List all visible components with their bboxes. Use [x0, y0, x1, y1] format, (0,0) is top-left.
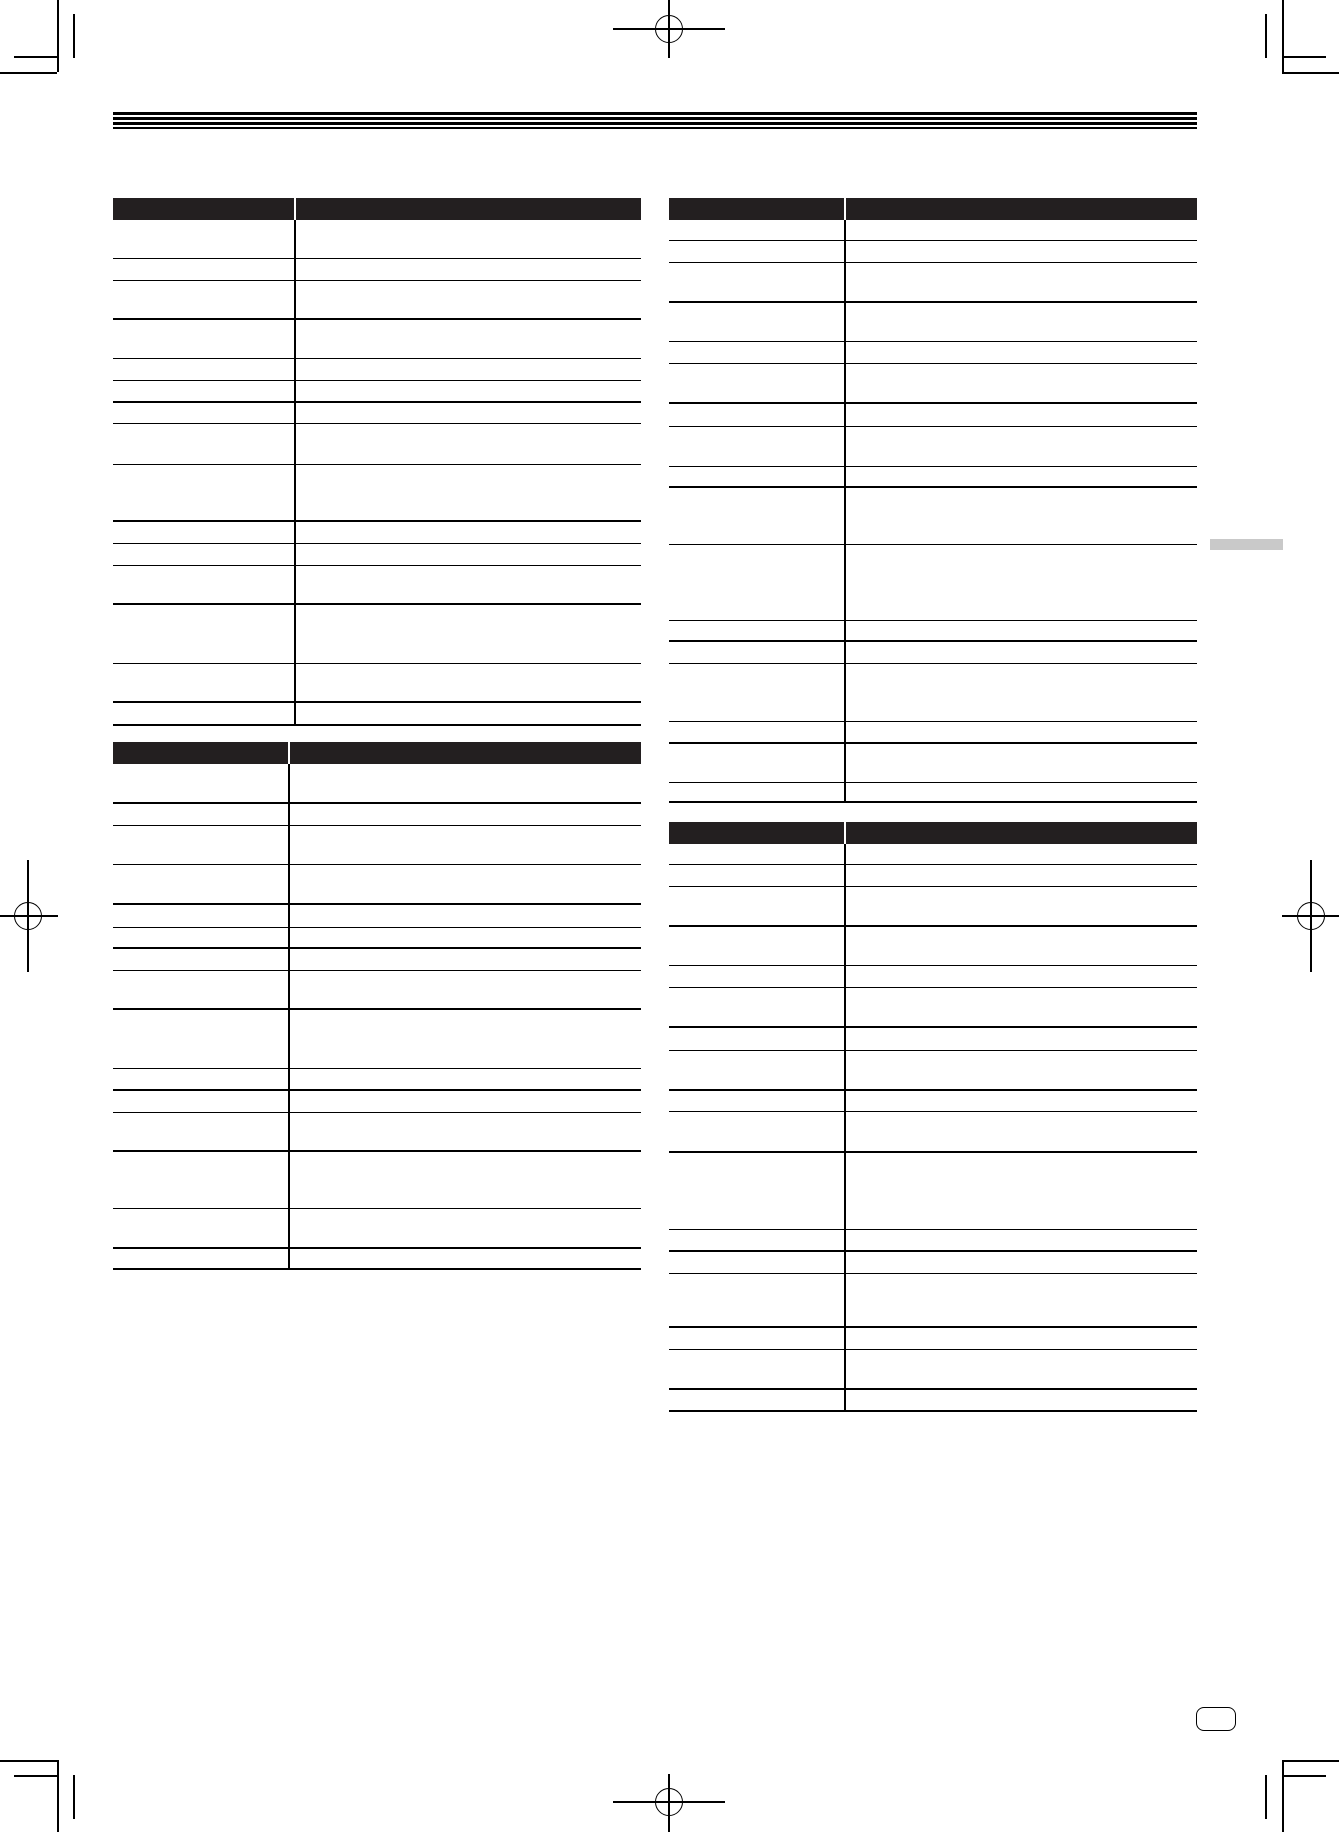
row-value-cell: [296, 423, 641, 464]
row-value-cell: [290, 904, 641, 927]
row-value-cell: [846, 782, 1197, 802]
row-value-cell: [846, 926, 1197, 965]
row-value-cell: [296, 702, 641, 725]
table-header: [669, 822, 1197, 844]
row-label-cell: [113, 258, 294, 280]
row-label-cell: [669, 782, 844, 802]
row-value-cell: [846, 466, 1197, 487]
table-row: [669, 886, 1197, 926]
table-row: [113, 927, 641, 948]
row-label-cell: [113, 904, 288, 927]
table-row: [669, 987, 1197, 1027]
column-header: [669, 198, 844, 220]
row-value-cell: [846, 403, 1197, 426]
table-row: [669, 240, 1197, 262]
row-value-cell: [296, 280, 641, 319]
table-row: [113, 1151, 641, 1208]
table-row: [669, 844, 1197, 864]
page-number-badge: [1196, 1707, 1236, 1731]
row-value-cell: [846, 262, 1197, 302]
row-value-cell: [846, 1349, 1197, 1389]
row-label-cell: [669, 363, 844, 403]
row-label-cell: [113, 702, 294, 725]
table-row: [669, 220, 1197, 240]
row-label-cell: [669, 743, 844, 782]
table-row: [669, 1050, 1197, 1090]
row-label-cell: [669, 864, 844, 886]
row-value-cell: [290, 864, 641, 904]
table-row: [669, 641, 1197, 663]
row-label-cell: [113, 1208, 288, 1248]
table-row: [113, 220, 641, 258]
row-divider: [113, 724, 641, 726]
row-value-cell: [290, 1009, 641, 1068]
table-row: [669, 743, 1197, 782]
table-row: [113, 604, 641, 663]
row-value-cell: [296, 220, 641, 258]
row-label-cell: [113, 423, 294, 464]
row-label-cell: [669, 341, 844, 363]
row-value-cell: [296, 543, 641, 565]
row-value-cell: [296, 358, 641, 380]
table-row: [669, 864, 1197, 886]
table-row: [113, 258, 641, 280]
row-label-cell: [669, 240, 844, 262]
row-label-cell: [669, 1251, 844, 1273]
table-row: [113, 702, 641, 725]
table-row: [669, 1349, 1197, 1389]
row-label-cell: [113, 521, 294, 543]
table-row: [669, 1152, 1197, 1229]
row-label-cell: [669, 262, 844, 302]
row-label-cell: [669, 466, 844, 487]
row-value-cell: [296, 604, 641, 663]
column-header: [113, 742, 288, 764]
row-value-cell: [846, 987, 1197, 1027]
table-header: [113, 198, 641, 220]
table-row: [669, 1090, 1197, 1111]
row-value-cell: [290, 1248, 641, 1269]
row-label-cell: [669, 844, 844, 864]
table-row: [113, 970, 641, 1009]
row-label-cell: [113, 764, 288, 803]
table-row: [669, 1251, 1197, 1273]
row-value-cell: [846, 721, 1197, 743]
row-label-cell: [669, 487, 844, 544]
table-row: [113, 1068, 641, 1090]
table-row: [113, 864, 641, 904]
table-row: [113, 521, 641, 543]
row-label-cell: [669, 620, 844, 641]
table-row: [113, 904, 641, 927]
row-value-cell: [296, 402, 641, 423]
table-row: [669, 926, 1197, 965]
column-header: [297, 198, 641, 220]
table-row: [113, 358, 641, 380]
row-label-cell: [113, 358, 294, 380]
row-label-cell: [669, 663, 844, 721]
row-value-cell: [290, 825, 641, 864]
table-row: [113, 825, 641, 864]
table-row: [113, 1090, 641, 1112]
table-row: [113, 948, 641, 970]
table-row: [669, 487, 1197, 544]
row-value-cell: [290, 1090, 641, 1112]
table-row: [669, 721, 1197, 743]
spec-table-left-bottom: [113, 742, 641, 1269]
row-label-cell: [669, 965, 844, 987]
row-value-cell: [846, 965, 1197, 987]
row-value-cell: [846, 743, 1197, 782]
column-header: [847, 822, 1197, 844]
row-value-cell: [846, 487, 1197, 544]
row-label-cell: [669, 1111, 844, 1152]
row-value-cell: [290, 927, 641, 948]
table-row: [669, 262, 1197, 302]
row-label-cell: [113, 825, 288, 864]
row-label-cell: [113, 970, 288, 1009]
row-value-cell: [846, 1251, 1197, 1273]
row-value-cell: [846, 1327, 1197, 1349]
table-row: [113, 1208, 641, 1248]
row-label-cell: [669, 721, 844, 743]
table-header: [669, 198, 1197, 220]
table-row: [113, 803, 641, 825]
row-value-cell: [290, 1151, 641, 1208]
section-side-tab: [1210, 539, 1283, 550]
row-divider: [669, 801, 1197, 803]
table-row: [113, 402, 641, 423]
table-row: [113, 663, 641, 702]
row-value-cell: [290, 803, 641, 825]
row-value-cell: [846, 341, 1197, 363]
row-value-cell: [846, 844, 1197, 864]
row-value-cell: [846, 663, 1197, 721]
row-label-cell: [113, 864, 288, 904]
table-row: [669, 302, 1197, 341]
table-row: [669, 341, 1197, 363]
row-label-cell: [669, 220, 844, 240]
row-label-cell: [113, 565, 294, 604]
row-value-cell: [846, 1152, 1197, 1229]
row-value-cell: [296, 380, 641, 402]
table-row: [669, 426, 1197, 466]
table-row: [669, 1327, 1197, 1349]
row-value-cell: [290, 1068, 641, 1090]
row-value-cell: [296, 464, 641, 521]
row-label-cell: [669, 1229, 844, 1251]
table-row: [113, 764, 641, 803]
column-header: [113, 198, 294, 220]
column-header: [669, 822, 844, 844]
row-label-cell: [113, 1248, 288, 1269]
row-value-cell: [290, 1112, 641, 1151]
row-value-cell: [846, 1389, 1197, 1411]
table-row: [113, 319, 641, 358]
row-value-cell: [290, 970, 641, 1009]
row-label-cell: [113, 927, 288, 948]
table-row: [669, 965, 1197, 987]
row-label-cell: [113, 319, 294, 358]
row-label-cell: [669, 544, 844, 620]
table-row: [669, 466, 1197, 487]
row-value-cell: [846, 641, 1197, 663]
row-label-cell: [113, 604, 294, 663]
table-row: [113, 280, 641, 319]
table-row: [669, 363, 1197, 403]
row-value-cell: [296, 663, 641, 702]
row-value-cell: [846, 864, 1197, 886]
row-value-cell: [296, 521, 641, 543]
row-label-cell: [113, 280, 294, 319]
row-value-cell: [846, 1229, 1197, 1251]
row-label-cell: [669, 302, 844, 341]
row-label-cell: [113, 1151, 288, 1208]
row-label-cell: [113, 1090, 288, 1112]
table-row: [669, 1027, 1197, 1050]
table-row: [113, 1112, 641, 1151]
row-label-cell: [113, 402, 294, 423]
row-value-cell: [846, 886, 1197, 926]
row-value-cell: [846, 302, 1197, 341]
row-label-cell: [113, 803, 288, 825]
row-label-cell: [669, 1152, 844, 1229]
row-value-cell: [846, 240, 1197, 262]
row-label-cell: [669, 403, 844, 426]
spec-table-right-bottom: [669, 822, 1197, 1411]
row-value-cell: [846, 220, 1197, 240]
row-value-cell: [846, 426, 1197, 466]
row-label-cell: [113, 1009, 288, 1068]
table-row: [669, 1111, 1197, 1152]
table-row: [113, 1248, 641, 1269]
row-label-cell: [113, 543, 294, 565]
column-header: [291, 742, 641, 764]
column-header: [847, 198, 1197, 220]
row-label-cell: [669, 641, 844, 663]
row-value-cell: [846, 1050, 1197, 1090]
row-value-cell: [846, 1090, 1197, 1111]
table-row: [669, 1229, 1197, 1251]
table-row: [669, 1273, 1197, 1327]
table-row: [669, 403, 1197, 426]
row-value-cell: [290, 1208, 641, 1248]
row-value-cell: [846, 1273, 1197, 1327]
row-label-cell: [669, 1027, 844, 1050]
row-value-cell: [296, 565, 641, 604]
row-label-cell: [669, 426, 844, 466]
row-label-cell: [113, 380, 294, 402]
table-header: [113, 742, 641, 764]
table-row: [669, 663, 1197, 721]
table-row: [113, 380, 641, 402]
row-value-cell: [290, 948, 641, 970]
row-label-cell: [669, 1273, 844, 1327]
row-label-cell: [113, 220, 294, 258]
row-value-cell: [846, 620, 1197, 641]
row-label-cell: [669, 1050, 844, 1090]
row-label-cell: [113, 948, 288, 970]
row-value-cell: [290, 764, 641, 803]
table-row: [113, 543, 641, 565]
table-row: [113, 1009, 641, 1068]
row-label-cell: [113, 663, 294, 702]
row-label-cell: [113, 1112, 288, 1151]
row-label-cell: [669, 1090, 844, 1111]
spec-table-right-top: [669, 198, 1197, 802]
row-divider: [669, 1410, 1197, 1412]
row-value-cell: [846, 544, 1197, 620]
row-value-cell: [846, 363, 1197, 403]
table-row: [113, 565, 641, 604]
table-row: [113, 423, 641, 464]
row-label-cell: [669, 1349, 844, 1389]
row-label-cell: [113, 464, 294, 521]
row-label-cell: [113, 1068, 288, 1090]
table-row: [669, 782, 1197, 802]
row-label-cell: [669, 926, 844, 965]
row-value-cell: [296, 319, 641, 358]
row-divider: [113, 1268, 641, 1270]
row-label-cell: [669, 1327, 844, 1349]
table-row: [669, 544, 1197, 620]
header-rule: [113, 112, 1197, 129]
row-value-cell: [846, 1111, 1197, 1152]
row-label-cell: [669, 1389, 844, 1411]
table-row: [669, 1389, 1197, 1411]
row-label-cell: [669, 886, 844, 926]
row-value-cell: [296, 258, 641, 280]
row-value-cell: [846, 1027, 1197, 1050]
row-label-cell: [669, 987, 844, 1027]
table-row: [669, 620, 1197, 641]
table-row: [113, 464, 641, 521]
spec-table-left-top: [113, 198, 641, 725]
